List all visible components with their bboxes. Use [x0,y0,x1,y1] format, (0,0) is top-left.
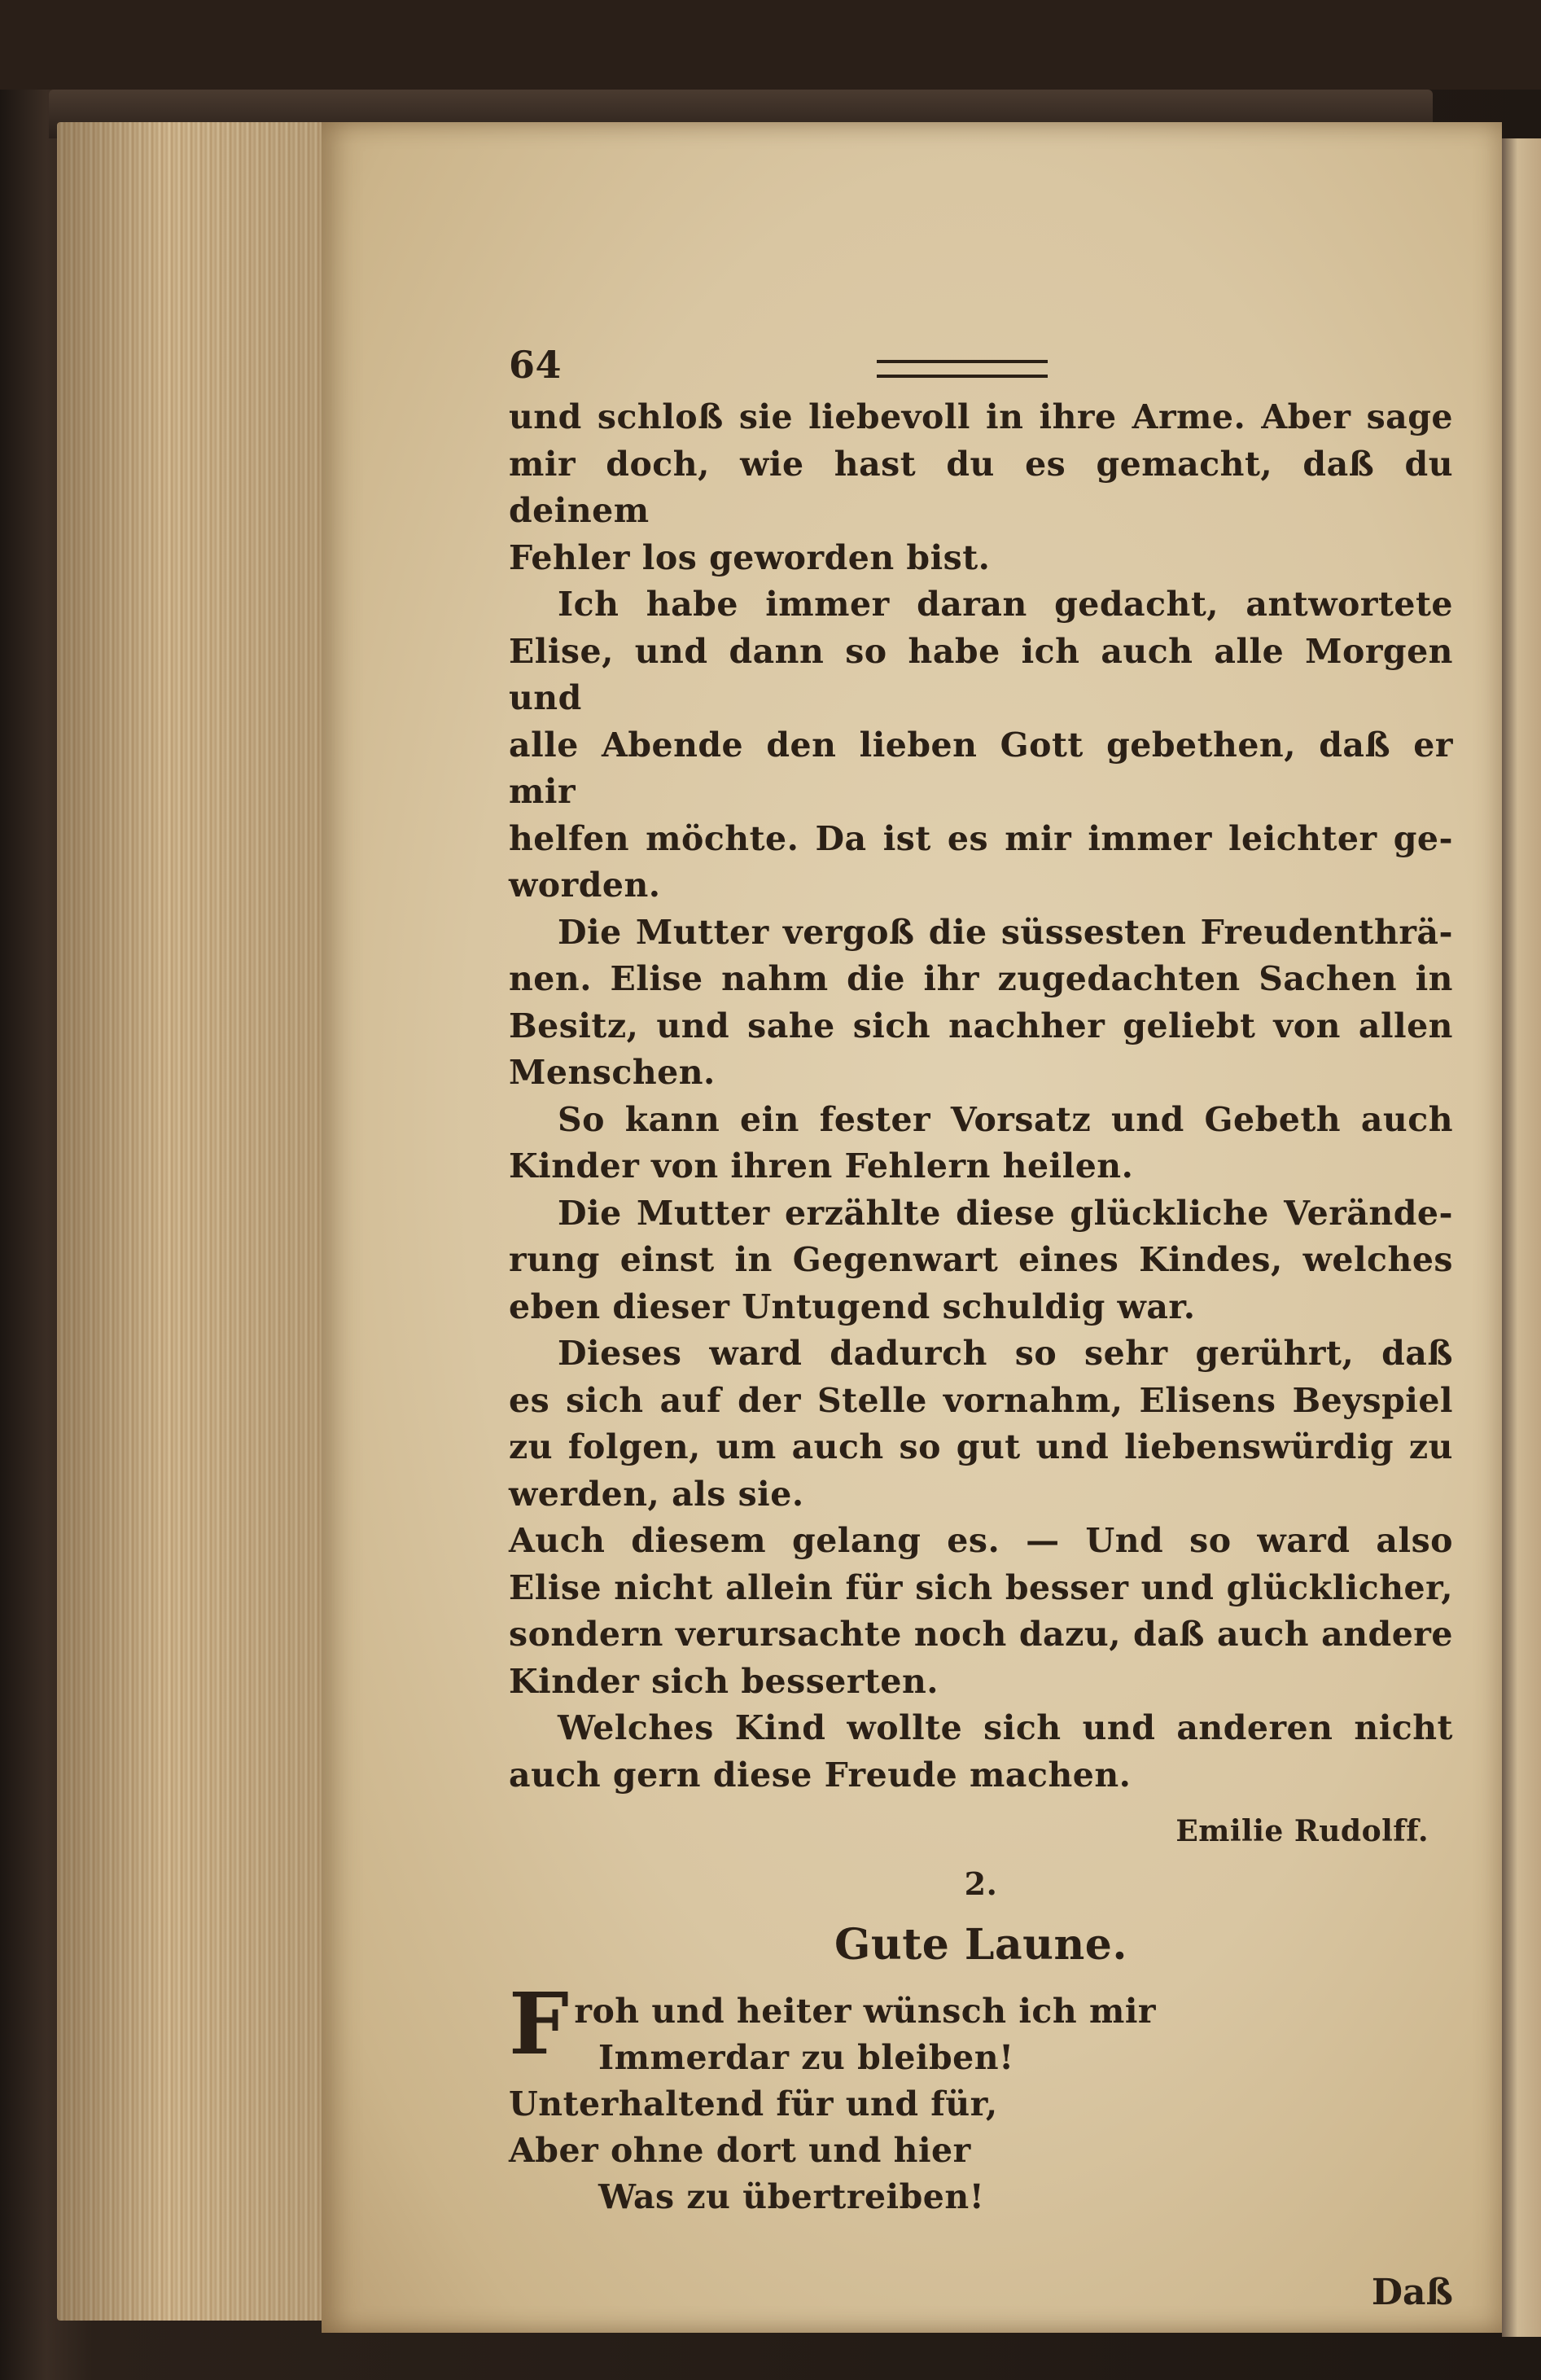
poem-line: Unterhaltend für und für, [509,2084,998,2124]
author-signature: Emilie Rudolff. [1175,1814,1429,1848]
text-line: Dieses ward dadurch so sehr gerührt, daß [558,1334,1453,1373]
page-number: 64 [509,343,563,387]
text-line: rung einst in Gegenwart eines Kindes, welches [509,1240,1453,1279]
paragraph [509,1330,1453,1518]
text-line: auch gern diese Freude machen. [509,1755,1132,1795]
text-line: eben dieser Untugend schuldig war. [509,1286,1196,1326]
section-number: 2. [964,1865,998,1902]
poem-dropcap: F [509,1973,570,2074]
page-text [509,342,1453,2220]
poem [509,1973,1453,2220]
paragraph [509,1190,1453,1331]
text-line: Elise, und dann so habe ich auch alle Morgen und [509,631,1453,717]
text-line: Die Mutter vergoß die süssesten Freudenthrä- [558,912,1453,952]
text-line: Kinder von ihren Fehlern heilen. [509,1146,1134,1186]
next-page-edge [1502,138,1541,2337]
page-header [509,342,1453,394]
text-line: Ich habe immer daran gedacht, antwortete [558,585,1453,624]
header-rule [877,360,1048,378]
text-line: alle Abende den lieben Gott gebethen, daß er mir [509,725,1453,811]
paragraph [509,1705,1453,1799]
text-line: Fehler los geworden bist. [509,537,991,577]
text-line: Kinder sich besserten. [509,1661,939,1701]
text-line: nen. Elise nahm die ihr zugedachten Sachen in [509,959,1453,998]
text-line: mir doch, wie hast du es gemacht, daß du deinem [509,444,1453,530]
poem-line: Was zu übertreiben! [598,2176,985,2216]
page-edges-shadow [57,122,334,2321]
text-line: Die Mutter erzählte diese glückliche Verände- [558,1193,1453,1233]
text-line: Auch diesem gelang es. — Und so ward also [509,1521,1453,1560]
text-line: helfen möchte. Da ist es mir immer leichter ge- [509,818,1453,858]
paragraph [509,909,1453,1097]
text-line: Menschen. [509,1053,716,1092]
paragraph [509,581,1453,909]
paragraphs [509,394,1453,1799]
text-line: werden, als sie. [509,1474,804,1514]
text-line: Welches Kind wollte sich und anderen nicht [558,1708,1453,1747]
text-line: zu folgen, um auch so gut und liebenswürdig zu [509,1427,1453,1466]
section-title: Gute Laune. [834,1920,1127,1970]
text-line: und schloß sie liebevoll in ihre Arme. Aber sage [509,397,1453,436]
text-line: es sich auf der Stelle vornahm, Elisens Beyspiel [509,1380,1453,1420]
text-line: sondern verursachte noch dazu, daß auch andere [509,1615,1453,1654]
paragraph [509,1518,1453,1705]
poem-line: Immerdar zu bleiben! [598,2037,1014,2077]
text-line: worden. [509,866,661,905]
text-line: So kann ein fester Vorsatz und Gebeth auch [558,1099,1453,1139]
paragraph [509,394,1453,581]
book-page [322,122,1502,2333]
text-line: Besitz, und sahe sich nachher geliebt von allen [509,1006,1453,1045]
paragraph [509,1097,1453,1190]
text-line: Elise nicht allein für sich besser und glücklicher, [509,1567,1453,1607]
poem-line: roh und heiter wünsch ich mir [574,1991,1157,2031]
catchword: Daß [1371,2272,1453,2313]
poem-line: Aber ohne dort und hier [509,2130,971,2170]
